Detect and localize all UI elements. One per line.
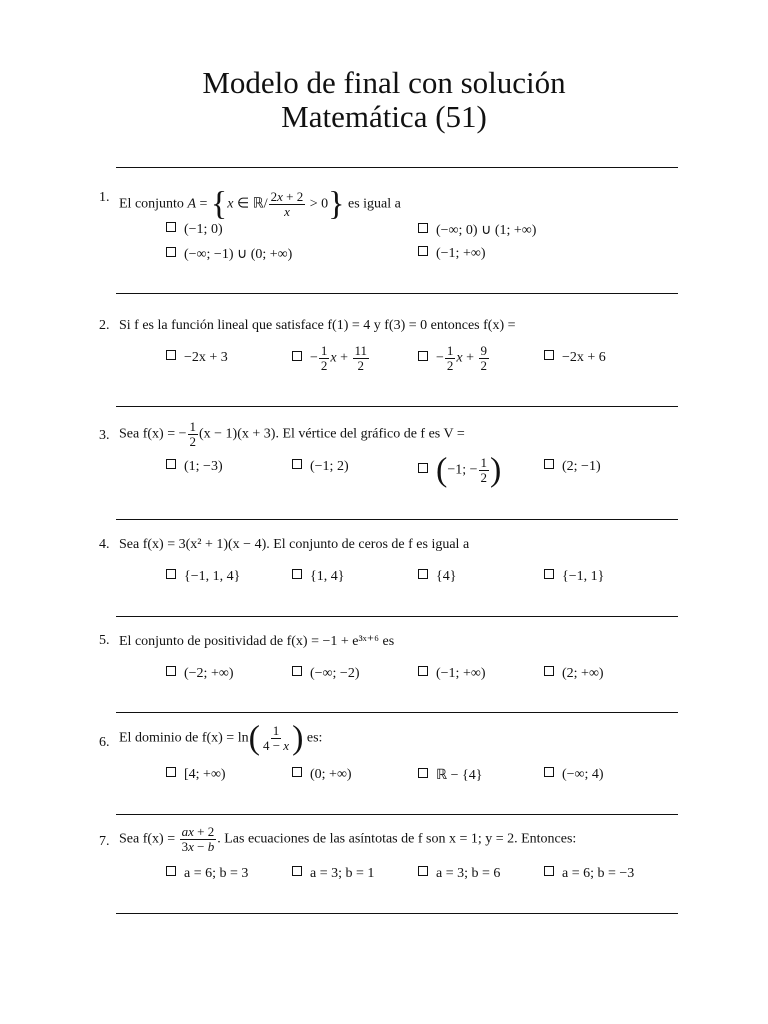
checkbox-icon <box>418 463 428 473</box>
divider <box>116 519 678 520</box>
divider <box>116 913 678 914</box>
checkbox-icon <box>418 866 428 876</box>
checkbox-icon <box>418 223 428 233</box>
checkbox-icon <box>166 666 176 676</box>
option-2b[interactable]: − $\frac{1}{2}$ x + $\frac{11}{2}$ <box>292 344 370 373</box>
checkbox-icon <box>544 569 554 579</box>
question-number: 1. <box>99 190 110 205</box>
option-3a[interactable]: (1; −3) <box>166 459 223 475</box>
option-3c[interactable]: (−1; − $\frac{1}{2}$ ) <box>418 456 501 485</box>
question-text: Sea f(x) = $\frac{ax + 2}{3x - b}$ . Las ecuaciones de las asíntotas de f son x = 1; y = 2. Entonces: <box>119 824 577 854</box>
page-title: Modelo de final con solución <box>202 65 566 100</box>
checkbox-icon <box>544 459 554 469</box>
checkbox-icon <box>166 350 176 360</box>
divider <box>116 814 678 815</box>
checkbox-icon <box>166 222 176 232</box>
option-4c[interactable]: {4} <box>418 569 456 585</box>
checkbox-icon <box>292 666 302 676</box>
question-text: Si f es la función lineal que satisface f(1) = 4 y f(3) = 0 entonces f(x) = <box>119 318 516 333</box>
divider <box>116 293 678 294</box>
question-7: 7. Sea f(x) = $\frac{ax + 2}{3x - b}$ . Las ecuaciones de las asíntotas de f son x = 1; y = 2. Entonces: <box>99 824 577 854</box>
option-4a[interactable]: {−1, 1, 4} <box>166 569 240 585</box>
question-3: 3. Sea f(x) = − $\frac{1}{2}$ (x − 1)(x + 3). El vértice del gráfico de f es V = <box>99 419 465 449</box>
option-1c[interactable]: (−∞; −1) ∪ (0; +∞) <box>166 246 292 263</box>
checkbox-icon <box>418 768 428 778</box>
option-5c[interactable]: (−1; +∞) <box>418 666 486 682</box>
question-text: El conjunto A = {x ∈ ℝ/ $\frac{2x + 2}{x}$ > 0} es igual a <box>119 185 401 223</box>
question-2: 2. Si f es la función lineal que satisface f(1) = 4 y f(3) = 0 entonces f(x) = <box>99 318 516 333</box>
option-7c[interactable]: a = 3; b = 6 <box>418 866 500 882</box>
option-3d[interactable]: (2; −1) <box>544 459 601 475</box>
checkbox-icon <box>292 459 302 469</box>
option-6b[interactable]: (0; +∞) <box>292 767 352 783</box>
option-2a[interactable]: −2x + 3 <box>166 350 228 366</box>
option-7a[interactable]: a = 6; b = 3 <box>166 866 248 882</box>
checkbox-icon <box>166 569 176 579</box>
option-5a[interactable]: (−2; +∞) <box>166 666 234 682</box>
checkbox-icon <box>166 459 176 469</box>
question-4: 4. Sea f(x) = 3(x² + 1)(x − 4). El conjunto de ceros de f es igual a <box>99 537 470 552</box>
option-6d[interactable]: (−∞; 4) <box>544 767 604 783</box>
checkbox-icon <box>292 866 302 876</box>
checkbox-icon <box>292 767 302 777</box>
checkbox-icon <box>544 350 554 360</box>
checkbox-icon <box>166 866 176 876</box>
checkbox-icon <box>166 247 176 257</box>
option-6a[interactable]: [4; +∞) <box>166 767 226 783</box>
question-text: El dominio de f(x) = ln( $\frac{1}{4 - x}$ ) es: <box>119 719 323 757</box>
question-text: Sea f(x) = − $\frac{1}{2}$ (x − 1)(x + 3). El vértice del gráfico de f es V = <box>119 419 465 449</box>
option-7b[interactable]: a = 3; b = 1 <box>292 866 374 882</box>
checkbox-icon <box>418 569 428 579</box>
option-1d[interactable]: (−1; +∞) <box>418 246 486 262</box>
option-2c[interactable]: − $\frac{1}{2}$ x + $\frac{9}{2}$ <box>418 344 490 373</box>
option-5b[interactable]: (−∞; −2) <box>292 666 360 682</box>
checkbox-icon <box>292 351 302 361</box>
option-2d[interactable]: −2x + 6 <box>544 350 606 366</box>
checkbox-icon <box>544 767 554 777</box>
divider <box>116 406 678 407</box>
page-subtitle: Matemática (51) <box>281 99 487 134</box>
divider <box>116 616 678 617</box>
checkbox-icon <box>418 666 428 676</box>
question-6: 6. El dominio de f(x) = ln( $\frac{1}{4 - x}$ ) es: <box>99 719 323 757</box>
checkbox-icon <box>418 351 428 361</box>
option-1b[interactable]: (−∞; 0) ∪ (1; +∞) <box>418 222 536 239</box>
checkbox-icon <box>292 569 302 579</box>
option-7d[interactable]: a = 6; b = −3 <box>544 866 634 882</box>
question-5: 5. El conjunto de positividad de f(x) = −1 + e³ˣ⁺⁶ es <box>99 633 395 649</box>
checkbox-icon <box>544 866 554 876</box>
question-text: El conjunto de positividad de f(x) = −1 + e³ˣ⁺⁶ es <box>119 634 395 649</box>
option-1a[interactable]: (−1; 0) <box>166 222 223 238</box>
divider <box>116 712 678 713</box>
option-6c[interactable]: ℝ − {4} <box>418 767 482 784</box>
option-4d[interactable]: {−1, 1} <box>544 569 604 585</box>
checkbox-icon <box>166 767 176 777</box>
option-5d[interactable]: (2; +∞) <box>544 666 604 682</box>
option-3b[interactable]: (−1; 2) <box>292 459 349 475</box>
checkbox-icon <box>544 666 554 676</box>
question-text: Sea f(x) = 3(x² + 1)(x − 4). El conjunto de ceros de f es igual a <box>119 537 470 552</box>
checkbox-icon <box>418 246 428 256</box>
divider <box>116 167 678 168</box>
option-4b[interactable]: {1, 4} <box>292 569 344 585</box>
